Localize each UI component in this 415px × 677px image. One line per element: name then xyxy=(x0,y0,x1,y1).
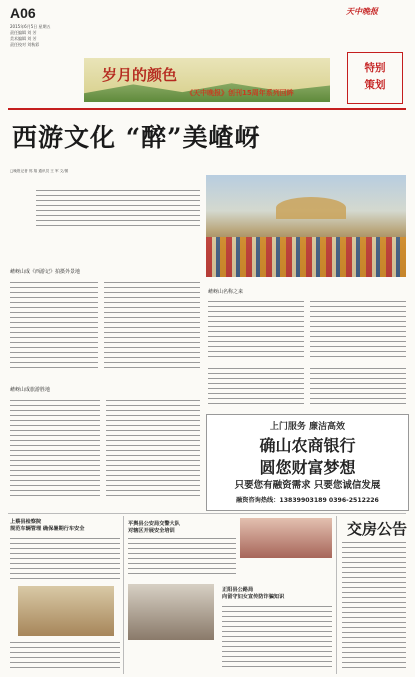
article-column-6 xyxy=(208,366,304,408)
header-divider xyxy=(8,108,406,110)
main-headline: 西游文化 “醉”美嵖岈 xyxy=(12,123,261,152)
news-body-shangcai-2 xyxy=(10,640,120,670)
news-title-shangcai: 上蔡县检察院 规范车辆管理 确保暑期行车安全 xyxy=(10,519,85,532)
brand-logo: 天中晚报 xyxy=(346,6,378,16)
notice-title: 交房公告 xyxy=(347,520,408,538)
page-number: A06 xyxy=(10,5,36,21)
bottom-divider xyxy=(8,513,406,514)
meta-proofreader: 责任校对 刘秋彩 xyxy=(10,42,40,47)
news-title-zhengyang: 正阳县公路局 向留守妇女宣传防诈骗知识 xyxy=(222,587,285,600)
article-column-7 xyxy=(10,398,100,496)
article-column-3 xyxy=(208,299,304,359)
banner-subtitle: 《天中晚报》创刊15周年系列回眸 xyxy=(186,89,294,97)
article-photo xyxy=(206,175,406,277)
page-meta xyxy=(10,24,90,48)
article-column-4 xyxy=(310,299,406,359)
byline: □晚报记者 郭 翔 通讯员 王 军 文/图 xyxy=(10,169,69,173)
column-divider xyxy=(123,516,124,674)
photo-performers xyxy=(206,237,406,277)
section-heading-filming: 嵖岈山成《西游记》拍摄外景地 xyxy=(10,269,81,275)
news-body-shangcai xyxy=(10,536,120,582)
ad-hotline: 融资咨询热线：13839903189 0396-2512226 xyxy=(236,497,379,504)
news-body-pingyu xyxy=(128,536,236,576)
article-column-2 xyxy=(104,280,200,372)
article-column-8 xyxy=(106,398,200,496)
news-photo-zhengyang xyxy=(128,584,214,640)
article-column-1 xyxy=(10,280,98,372)
meta-art-editor: 美术编辑 刘 芳 xyxy=(10,36,37,41)
ad-promise: 只要您有融资需求 只要您诚信发展 xyxy=(234,480,381,491)
meta-editor: 责任编辑 刘 芳 xyxy=(10,30,37,35)
news-body-zhengyang xyxy=(222,604,332,670)
bank-advertisement xyxy=(206,414,409,511)
notice-body xyxy=(342,540,406,670)
anniversary-banner xyxy=(84,58,330,102)
article-column-5 xyxy=(310,366,406,408)
news-photo-pingyu xyxy=(240,518,332,558)
special-tag-line1: 特别 xyxy=(364,62,386,74)
section-heading-tourism: 嵖岈山成旅游胜地 xyxy=(10,387,51,393)
ad-bank-name: 确山农商银行 xyxy=(259,436,356,455)
news-title-pingyu: 平舆县公安局交警大队 对辖区开展安全培训 xyxy=(128,521,180,534)
news-photo-shangcai xyxy=(18,586,114,636)
special-tag-line2: 策划 xyxy=(364,79,386,91)
lede-paragraph xyxy=(36,188,200,228)
special-feature-tag xyxy=(347,52,403,104)
notice-divider xyxy=(336,516,337,674)
banner-title: 岁月的颜色 xyxy=(102,66,178,84)
ad-tagline: 上门服务 廉洁高效 xyxy=(269,422,346,432)
ad-slogan: 圆您财富梦想 xyxy=(259,458,356,477)
photo-sculpture xyxy=(276,197,346,219)
section-heading-name-origin: 嵖岈山名称之来 xyxy=(208,289,244,295)
meta-date: 2015年6月5日 星期五 xyxy=(10,24,51,29)
